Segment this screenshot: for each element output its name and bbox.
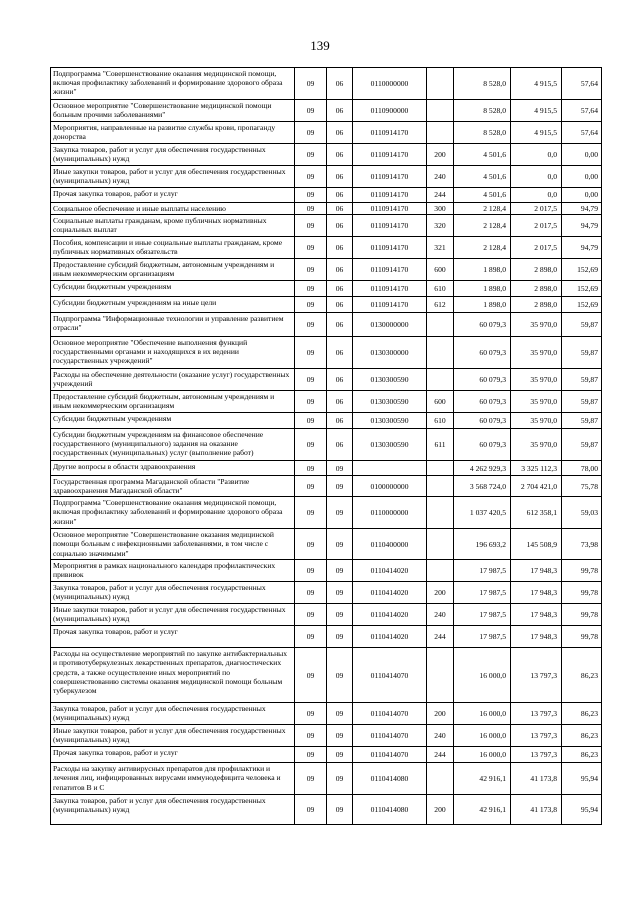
row-name-cell: Закупка товаров, работ и услуг для обеспечения государственных (муниципальных) нужд — [51, 703, 295, 725]
row-target-article-cell: 0110900000 — [353, 100, 427, 122]
row-expense-type-cell: 611 — [427, 429, 454, 461]
table-body — [51, 68, 602, 825]
row-execution-cell: 13 797,3 — [511, 725, 562, 747]
table-row — [51, 582, 602, 604]
row-plan-cell: 16 000,0 — [454, 703, 511, 725]
row-expense-type-cell — [427, 369, 454, 391]
row-target-article-cell: 0110414070 — [353, 648, 427, 703]
row-subsection-cell: 06 — [327, 391, 353, 413]
table-row — [51, 237, 602, 259]
row-plan-cell: 16 000,0 — [454, 648, 511, 703]
table-row — [51, 795, 602, 825]
row-target-article-cell: 0130300590 — [353, 413, 427, 429]
row-plan-cell: 196 693,2 — [454, 529, 511, 560]
row-section-cell: 09 — [295, 497, 327, 529]
row-execution-cell: 2 898,0 — [511, 259, 562, 281]
row-name-cell: Иные закупки товаров, работ и услуг для обеспечения государственных (муниципальных) нужд — [51, 604, 295, 626]
row-plan-cell: 4 501,6 — [454, 188, 511, 203]
row-name-cell: Предоставление субсидий бюджетным, автономным учреждениям и иным некоммерческим организациям — [51, 259, 295, 281]
row-section-cell: 09 — [295, 337, 327, 369]
table-row — [51, 560, 602, 582]
row-name-cell: Основное мероприятие "Обеспечение выполнения функций государственными органами и находящихся в их ведении государственных учреждений" — [51, 337, 295, 369]
row-percent-cell: 94,79 — [562, 203, 602, 215]
row-name-cell: Субсидии бюджетным учреждениям — [51, 413, 295, 429]
row-name-cell: Социальные выплаты гражданам, кроме публичных нормативных социальных выплат — [51, 215, 295, 237]
row-name-cell: Прочая закупка товаров, работ и услуг — [51, 188, 295, 203]
row-execution-cell: 4 915,5 — [511, 68, 562, 100]
row-execution-cell: 2 017,5 — [511, 203, 562, 215]
table-row — [51, 313, 602, 337]
page-number: 139 — [310, 38, 330, 53]
row-target-article-cell: 0110414080 — [353, 763, 427, 795]
table-row — [51, 166, 602, 188]
row-expense-type-cell: 600 — [427, 259, 454, 281]
row-plan-cell: 17 987,5 — [454, 582, 511, 604]
row-percent-cell: 75,78 — [562, 476, 602, 497]
row-name-cell: Другие вопросы в области здравоохранения — [51, 461, 295, 476]
row-percent-cell: 94,79 — [562, 215, 602, 237]
row-execution-cell: 17 948,3 — [511, 604, 562, 626]
row-name-cell: Субсидии бюджетным учреждениям — [51, 281, 295, 297]
row-percent-cell: 59,87 — [562, 413, 602, 429]
row-percent-cell: 78,00 — [562, 461, 602, 476]
row-section-cell: 09 — [295, 429, 327, 461]
table-row — [51, 763, 602, 795]
row-execution-cell: 2 017,5 — [511, 237, 562, 259]
row-target-article-cell: 0110914170 — [353, 215, 427, 237]
row-target-article-cell: 0110914170 — [353, 237, 427, 259]
row-plan-cell: 2 128,4 — [454, 215, 511, 237]
row-percent-cell: 95,94 — [562, 763, 602, 795]
row-section-cell: 09 — [295, 215, 327, 237]
row-subsection-cell: 06 — [327, 281, 353, 297]
row-plan-cell: 3 568 724,0 — [454, 476, 511, 497]
row-name-cell: Субсидии бюджетным учреждениям на финансовое обеспечение государственного (муниципального) задания на оказание государственных (муниципальных) услуг (выполнение работ) — [51, 429, 295, 461]
table-row — [51, 259, 602, 281]
row-plan-cell: 60 079,3 — [454, 313, 511, 337]
table-row — [51, 604, 602, 626]
row-target-article-cell: 0110914170 — [353, 203, 427, 215]
row-percent-cell: 99,78 — [562, 626, 602, 648]
row-section-cell: 09 — [295, 188, 327, 203]
row-plan-cell: 16 000,0 — [454, 725, 511, 747]
row-section-cell: 09 — [295, 413, 327, 429]
row-subsection-cell: 09 — [327, 795, 353, 825]
row-subsection-cell: 09 — [327, 725, 353, 747]
row-name-cell: Предоставление субсидий бюджетным, автономным учреждениям и иным некоммерческим организациям — [51, 391, 295, 413]
row-percent-cell: 0,00 — [562, 188, 602, 203]
row-expense-type-cell: 200 — [427, 582, 454, 604]
table-row — [51, 429, 602, 461]
row-section-cell: 09 — [295, 626, 327, 648]
row-subsection-cell: 09 — [327, 604, 353, 626]
row-name-cell: Закупка товаров, работ и услуг для обеспечения государственных (муниципальных) нужд — [51, 144, 295, 166]
row-target-article-cell: 0130300590 — [353, 429, 427, 461]
row-subsection-cell: 06 — [327, 68, 353, 100]
row-section-cell: 09 — [295, 476, 327, 497]
row-expense-type-cell: 244 — [427, 747, 454, 763]
row-name-cell: Пособия, компенсации и иные социальные выплаты гражданам, кроме публичных нормативных обязательств — [51, 237, 295, 259]
row-plan-cell: 42 916,1 — [454, 795, 511, 825]
row-percent-cell: 59,87 — [562, 391, 602, 413]
row-plan-cell: 1 898,0 — [454, 259, 511, 281]
row-section-cell: 09 — [295, 795, 327, 825]
row-percent-cell: 94,79 — [562, 237, 602, 259]
row-section-cell: 09 — [295, 297, 327, 313]
row-execution-cell: 17 948,3 — [511, 626, 562, 648]
row-name-cell: Основное мероприятие "Совершенствование медицинской помощи больным прочими заболеваниями" — [51, 100, 295, 122]
table-row — [51, 369, 602, 391]
table-row — [51, 203, 602, 215]
row-name-cell: Расходы на обеспечение деятельности (оказание услуг) государственных учреждений — [51, 369, 295, 391]
row-subsection-cell: 09 — [327, 703, 353, 725]
row-expense-type-cell: 240 — [427, 604, 454, 626]
row-section-cell: 09 — [295, 703, 327, 725]
row-subsection-cell: 06 — [327, 166, 353, 188]
row-subsection-cell: 09 — [327, 763, 353, 795]
row-target-article-cell: 0110414080 — [353, 795, 427, 825]
row-execution-cell: 0,0 — [511, 144, 562, 166]
table-row — [51, 648, 602, 703]
row-subsection-cell: 09 — [327, 582, 353, 604]
row-execution-cell: 3 325 112,3 — [511, 461, 562, 476]
row-percent-cell: 59,87 — [562, 313, 602, 337]
row-section-cell: 09 — [295, 604, 327, 626]
row-plan-cell: 60 079,3 — [454, 391, 511, 413]
row-target-article-cell: 0110914170 — [353, 122, 427, 144]
row-section-cell: 09 — [295, 259, 327, 281]
row-subsection-cell: 09 — [327, 747, 353, 763]
row-name-cell: Иные закупки товаров, работ и услуг для обеспечения государственных (муниципальных) нужд — [51, 725, 295, 747]
row-percent-cell: 57,64 — [562, 68, 602, 100]
row-plan-cell: 60 079,3 — [454, 429, 511, 461]
row-execution-cell: 41 173,8 — [511, 795, 562, 825]
row-target-article-cell: 0110400000 — [353, 529, 427, 560]
row-expense-type-cell — [427, 648, 454, 703]
row-plan-cell: 8 528,0 — [454, 100, 511, 122]
row-section-cell: 09 — [295, 203, 327, 215]
row-subsection-cell: 06 — [327, 188, 353, 203]
row-percent-cell: 0,00 — [562, 166, 602, 188]
row-percent-cell: 59,87 — [562, 369, 602, 391]
table-row — [51, 100, 602, 122]
row-expense-type-cell: 244 — [427, 188, 454, 203]
row-expense-type-cell — [427, 763, 454, 795]
row-section-cell: 09 — [295, 747, 327, 763]
row-execution-cell: 2 704 421,0 — [511, 476, 562, 497]
row-execution-cell: 4 915,5 — [511, 122, 562, 144]
row-subsection-cell: 06 — [327, 429, 353, 461]
row-section-cell: 09 — [295, 313, 327, 337]
row-execution-cell: 13 797,3 — [511, 648, 562, 703]
row-subsection-cell: 06 — [327, 237, 353, 259]
row-plan-cell: 17 987,5 — [454, 604, 511, 626]
row-subsection-cell: 09 — [327, 529, 353, 560]
row-subsection-cell: 09 — [327, 626, 353, 648]
row-execution-cell: 13 797,3 — [511, 703, 562, 725]
row-name-cell: Подпрограмма "Совершенствование оказания медицинской помощи, включая профилактику заболеваний и формирование здорового образа жизни" — [51, 497, 295, 529]
row-percent-cell: 99,78 — [562, 604, 602, 626]
table-row — [51, 747, 602, 763]
row-plan-cell: 8 528,0 — [454, 122, 511, 144]
row-target-article-cell: 0130300000 — [353, 337, 427, 369]
row-execution-cell: 35 970,0 — [511, 413, 562, 429]
row-plan-cell: 42 916,1 — [454, 763, 511, 795]
row-plan-cell: 1 037 420,5 — [454, 497, 511, 529]
row-execution-cell: 2 898,0 — [511, 281, 562, 297]
row-section-cell: 09 — [295, 725, 327, 747]
table-row — [51, 188, 602, 203]
table-row — [51, 68, 602, 100]
row-expense-type-cell: 321 — [427, 237, 454, 259]
row-percent-cell: 86,23 — [562, 725, 602, 747]
row-execution-cell: 41 173,8 — [511, 763, 562, 795]
row-subsection-cell: 06 — [327, 369, 353, 391]
row-section-cell: 09 — [295, 166, 327, 188]
row-section-cell: 09 — [295, 560, 327, 582]
row-percent-cell: 152,69 — [562, 281, 602, 297]
row-target-article-cell: 0110414070 — [353, 725, 427, 747]
table-row — [51, 281, 602, 297]
row-section-cell: 09 — [295, 122, 327, 144]
row-subsection-cell: 06 — [327, 337, 353, 369]
row-name-cell: Мероприятия в рамках национального календаря профилактических прививок — [51, 560, 295, 582]
table-row — [51, 725, 602, 747]
row-execution-cell: 35 970,0 — [511, 369, 562, 391]
row-percent-cell: 86,23 — [562, 648, 602, 703]
row-percent-cell: 59,87 — [562, 429, 602, 461]
row-execution-cell: 17 948,3 — [511, 560, 562, 582]
row-execution-cell: 4 915,5 — [511, 100, 562, 122]
row-subsection-cell: 06 — [327, 259, 353, 281]
row-section-cell: 09 — [295, 237, 327, 259]
row-percent-cell: 57,64 — [562, 122, 602, 144]
row-name-cell: Подпрограмма "Информационные технологии и управление развитием отрасли" — [51, 313, 295, 337]
row-plan-cell: 4 501,6 — [454, 166, 511, 188]
row-subsection-cell: 06 — [327, 144, 353, 166]
row-plan-cell: 17 987,5 — [454, 626, 511, 648]
row-name-cell: Прочая закупка товаров, работ и услуг — [51, 626, 295, 648]
row-section-cell: 09 — [295, 144, 327, 166]
row-subsection-cell: 09 — [327, 560, 353, 582]
row-expense-type-cell — [427, 68, 454, 100]
budget-table — [50, 67, 602, 825]
row-percent-cell: 57,64 — [562, 100, 602, 122]
row-target-article-cell: 0110914170 — [353, 166, 427, 188]
row-execution-cell: 2 898,0 — [511, 297, 562, 313]
row-subsection-cell: 06 — [327, 297, 353, 313]
row-expense-type-cell: 200 — [427, 144, 454, 166]
table-row — [51, 144, 602, 166]
row-target-article-cell: 0110414020 — [353, 582, 427, 604]
row-section-cell: 09 — [295, 461, 327, 476]
row-plan-cell: 1 898,0 — [454, 281, 511, 297]
row-percent-cell: 152,69 — [562, 259, 602, 281]
row-name-cell: Закупка товаров, работ и услуг для обеспечения государственных (муниципальных) нужд — [51, 795, 295, 825]
row-subsection-cell: 06 — [327, 313, 353, 337]
row-target-article-cell: 0110914170 — [353, 144, 427, 166]
row-expense-type-cell: 612 — [427, 297, 454, 313]
row-subsection-cell: 09 — [327, 497, 353, 529]
row-percent-cell: 152,69 — [562, 297, 602, 313]
row-percent-cell: 86,23 — [562, 703, 602, 725]
row-subsection-cell: 09 — [327, 648, 353, 703]
row-section-cell: 09 — [295, 391, 327, 413]
table-row — [51, 297, 602, 313]
row-expense-type-cell: 240 — [427, 166, 454, 188]
row-subsection-cell: 06 — [327, 215, 353, 237]
row-execution-cell: 2 017,5 — [511, 215, 562, 237]
row-execution-cell: 35 970,0 — [511, 337, 562, 369]
row-expense-type-cell: 200 — [427, 703, 454, 725]
row-plan-cell: 2 128,4 — [454, 237, 511, 259]
row-section-cell: 09 — [295, 763, 327, 795]
row-name-cell: Прочая закупка товаров, работ и услуг — [51, 747, 295, 763]
row-target-article-cell — [353, 461, 427, 476]
row-expense-type-cell: 610 — [427, 281, 454, 297]
row-plan-cell: 8 528,0 — [454, 68, 511, 100]
row-expense-type-cell — [427, 313, 454, 337]
row-expense-type-cell — [427, 476, 454, 497]
row-expense-type-cell — [427, 100, 454, 122]
row-target-article-cell: 0110414070 — [353, 747, 427, 763]
row-execution-cell: 145 508,9 — [511, 529, 562, 560]
row-section-cell: 09 — [295, 100, 327, 122]
row-name-cell: Подпрограмма "Совершенствование оказания медицинской помощи, включая профилактику заболеваний и формирование здорового образа жизни" — [51, 68, 295, 100]
row-percent-cell: 95,94 — [562, 795, 602, 825]
row-name-cell: Мероприятия, направленные на развитие службы крови, пропаганду донорства — [51, 122, 295, 144]
row-target-article-cell: 0110414020 — [353, 626, 427, 648]
row-target-article-cell: 0110000000 — [353, 68, 427, 100]
row-subsection-cell: 09 — [327, 461, 353, 476]
row-execution-cell: 35 970,0 — [511, 391, 562, 413]
row-execution-cell: 612 358,1 — [511, 497, 562, 529]
row-plan-cell: 17 987,5 — [454, 560, 511, 582]
row-section-cell: 09 — [295, 369, 327, 391]
row-name-cell: Субсидии бюджетным учреждениям на иные цели — [51, 297, 295, 313]
row-plan-cell: 2 128,4 — [454, 203, 511, 215]
table-row — [51, 626, 602, 648]
row-target-article-cell: 0130000000 — [353, 313, 427, 337]
row-plan-cell: 16 000,0 — [454, 747, 511, 763]
row-target-article-cell: 0110914170 — [353, 281, 427, 297]
row-execution-cell: 35 970,0 — [511, 313, 562, 337]
row-name-cell: Иные закупки товаров, работ и услуг для обеспечения государственных (муниципальных) нужд — [51, 166, 295, 188]
row-target-article-cell: 0100000000 — [353, 476, 427, 497]
row-target-article-cell: 0110000000 — [353, 497, 427, 529]
row-plan-cell: 60 079,3 — [454, 369, 511, 391]
row-percent-cell: 59,87 — [562, 337, 602, 369]
row-name-cell: Расходы на осуществление мероприятий по закупке антибактериальных и противотуберкулезных лекарственных препаратов, диагностических средств, а также осуществление иных мероприятий по совершенствованию системы оказания медицинской помощи больным туберкулезом — [51, 648, 295, 703]
row-subsection-cell: 06 — [327, 100, 353, 122]
row-name-cell: Закупка товаров, работ и услуг для обеспечения государственных (муниципальных) нужд — [51, 582, 295, 604]
row-target-article-cell: 0110914170 — [353, 188, 427, 203]
row-target-article-cell: 0110414070 — [353, 703, 427, 725]
row-target-article-cell: 0130300590 — [353, 391, 427, 413]
row-subsection-cell: 06 — [327, 122, 353, 144]
table-row — [51, 122, 602, 144]
row-target-article-cell: 0110914170 — [353, 259, 427, 281]
row-subsection-cell: 06 — [327, 413, 353, 429]
row-expense-type-cell — [427, 122, 454, 144]
row-percent-cell: 86,23 — [562, 747, 602, 763]
table-row — [51, 461, 602, 476]
row-target-article-cell: 0110414020 — [353, 604, 427, 626]
row-subsection-cell: 06 — [327, 203, 353, 215]
row-section-cell: 09 — [295, 529, 327, 560]
row-execution-cell: 13 797,3 — [511, 747, 562, 763]
row-plan-cell: 1 898,0 — [454, 297, 511, 313]
row-name-cell: Расходы на закупку антивирусных препаратов для профилактики и лечения лиц, инфицированных вирусами иммунодефицита человека и гепатитов В и С — [51, 763, 295, 795]
row-execution-cell: 17 948,3 — [511, 582, 562, 604]
row-execution-cell: 35 970,0 — [511, 429, 562, 461]
row-section-cell: 09 — [295, 582, 327, 604]
row-expense-type-cell: 610 — [427, 413, 454, 429]
table-row — [51, 337, 602, 369]
row-plan-cell: 60 079,3 — [454, 337, 511, 369]
row-expense-type-cell — [427, 461, 454, 476]
row-name-cell: Социальное обеспечение и иные выплаты населению — [51, 203, 295, 215]
row-section-cell: 09 — [295, 68, 327, 100]
row-plan-cell: 4 501,6 — [454, 144, 511, 166]
row-plan-cell: 4 262 929,3 — [454, 461, 511, 476]
row-target-article-cell: 0110414020 — [353, 560, 427, 582]
row-expense-type-cell: 300 — [427, 203, 454, 215]
row-execution-cell: 0,0 — [511, 166, 562, 188]
table-row — [51, 497, 602, 529]
table-row — [51, 529, 602, 560]
row-percent-cell: 99,78 — [562, 560, 602, 582]
row-percent-cell: 59,03 — [562, 497, 602, 529]
row-percent-cell: 73,98 — [562, 529, 602, 560]
row-target-article-cell: 0130300590 — [353, 369, 427, 391]
row-expense-type-cell — [427, 529, 454, 560]
row-percent-cell: 0,00 — [562, 144, 602, 166]
row-expense-type-cell: 240 — [427, 725, 454, 747]
row-expense-type-cell: 244 — [427, 626, 454, 648]
table-row — [51, 413, 602, 429]
row-percent-cell: 99,78 — [562, 582, 602, 604]
row-expense-type-cell: 600 — [427, 391, 454, 413]
row-name-cell: Государственная программа Магаданской области "Развитие здравоохранения Магаданской области" — [51, 476, 295, 497]
row-expense-type-cell — [427, 497, 454, 529]
table-row — [51, 476, 602, 497]
row-expense-type-cell — [427, 337, 454, 369]
row-section-cell: 09 — [295, 648, 327, 703]
table-row — [51, 215, 602, 237]
row-execution-cell: 0,0 — [511, 188, 562, 203]
table-row — [51, 703, 602, 725]
row-expense-type-cell: 200 — [427, 795, 454, 825]
table-row — [51, 391, 602, 413]
row-target-article-cell: 0110914170 — [353, 297, 427, 313]
row-plan-cell: 60 079,3 — [454, 413, 511, 429]
row-name-cell: Основное мероприятие "Совершенствование оказания медицинской помощи больным с инфекционными заболеваниями, в том числе с социально значимыми" — [51, 529, 295, 560]
row-expense-type-cell: 320 — [427, 215, 454, 237]
row-subsection-cell: 09 — [327, 476, 353, 497]
row-section-cell: 09 — [295, 281, 327, 297]
row-expense-type-cell — [427, 560, 454, 582]
